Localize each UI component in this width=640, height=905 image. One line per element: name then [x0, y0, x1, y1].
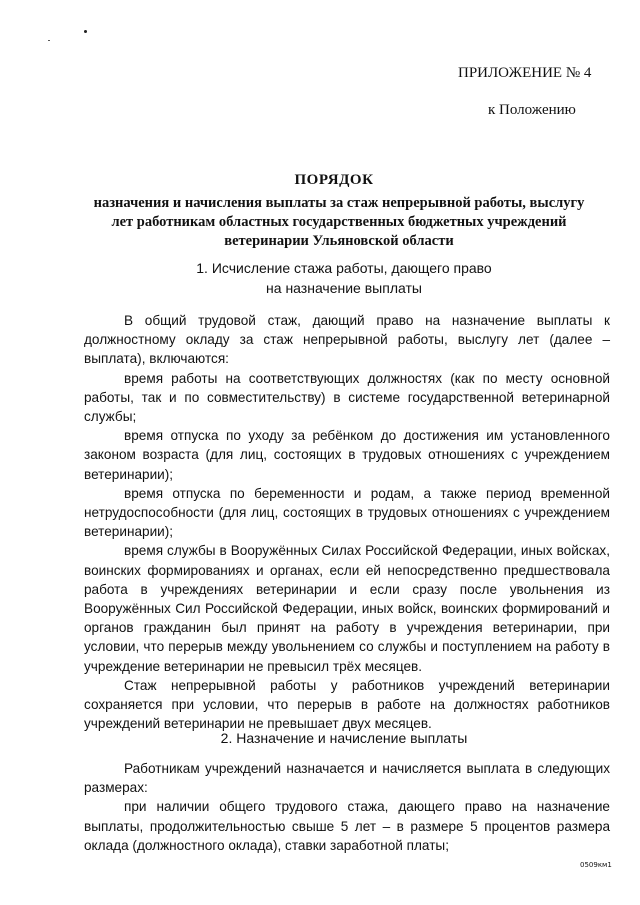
footer-document-code: 0509км1 [580, 861, 612, 869]
paragraph: время отпуска по уходу за ребёнком до достижения им установленного законом возраста (для лиц, состоящих в трудовых отношениях с учреждением ветеринарии); [84, 428, 610, 482]
appendix-number: ПРИЛОЖЕНИЕ № 4 [458, 65, 592, 81]
paragraph: при наличии общего трудового стажа, дающего право на назначение выплаты, продолжительностью свыше 5 лет – в размере 5 процентов размера оклада (должностного оклада), ставки заработной платы; [84, 799, 610, 853]
scan-speck [84, 30, 87, 33]
section-2-heading [84, 728, 604, 748]
document-subtitle: назначения и начисления выплаты за стаж непрерывной работы, выслугу лет работникам областных государственных бюджетных учреждений ветеринарии Ульяновской области [93, 195, 585, 249]
paragraph: В общий трудовой стаж, дающий право на назначение выплаты к должностному окладу за стаж непрерывной работы, выслугу лет (далее – выплата), включаются: [84, 313, 610, 367]
paragraph: время работы на соответствующих должностях (как по месту основной работы, так и по совместительству) в системе государственной ветеринарной службы; [84, 370, 610, 425]
document-title: ПОРЯДОК [294, 172, 374, 188]
section-1-body [84, 311, 610, 733]
paragraph: Стаж непрерывной работы у работников учреждений ветеринарии сохраняется при условии, что перерыв в работе на должностях работников учреждений ветеринарии не превышает двух месяцев. [84, 677, 610, 732]
paragraph: время службы в Вооружённых Силах Российской Федерации, иных войсках, воинских формированиях и органах, если ей непосредственно предшествовала работа в учреждениях ветеринарии и если сразу после увольнения из Вооружённых Сил Российской Федерации, иных войск, воинских формирований и органов гражданин был принят на работу в учреждения ветеринарии, при условии, что перерыв между увольнением со службы и поступлением на работу в учреждение ветеринарии не превысил трёх месяцев. [84, 543, 610, 674]
section-1-heading-line-1: 1. Исчисление стажа работы, дающего право [196, 260, 492, 276]
section-1-heading-line-2: на назначение выплаты [266, 280, 422, 296]
section-2-body [84, 759, 610, 855]
section-2-heading-line-1: 2. Назначение и начисление выплаты [220, 730, 468, 746]
paragraph: время отпуска по беременности и родам, а также период временной нетрудоспособности (для лиц, состоящих в трудовых отношениях с учреждением ветеринарии); [84, 485, 610, 540]
appendix-reference: к Положению [488, 102, 576, 118]
section-1-heading [84, 258, 604, 298]
paragraph: Работникам учреждений назначается и начисляется выплата в следующих размерах: [84, 761, 610, 796]
scan-speck [48, 40, 50, 41]
